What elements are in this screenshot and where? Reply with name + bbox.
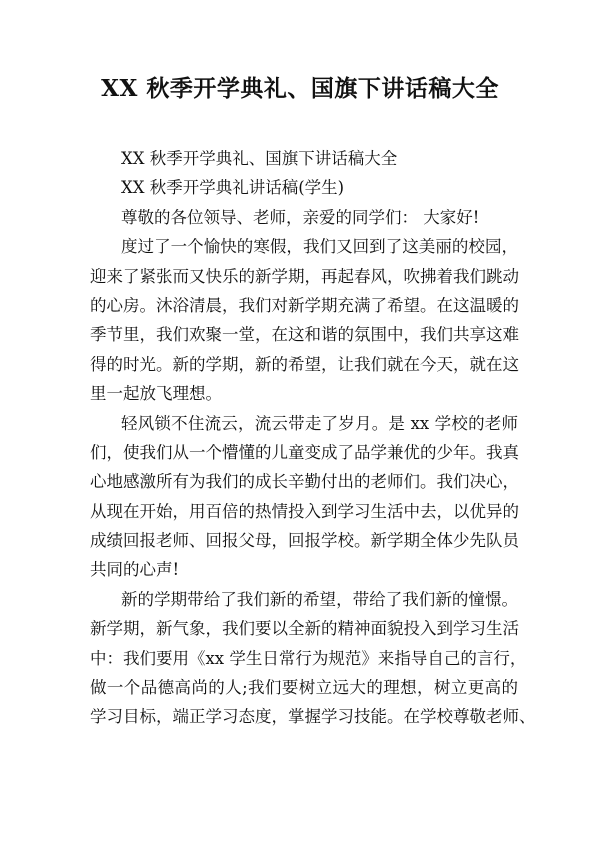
text-line: 新的学期带给了我们新的希望，带给了我们新的憧憬。 [121, 589, 518, 609]
text-line: 们，使我们从一个懵懂的儿童变成了品学兼优的少年。我真 [90, 442, 519, 462]
text-line: 心地感激所有为我们的成长辛勤付出的老师们。我们决心， [90, 472, 519, 492]
text-line: 新学期，新气象，我们要以全新的精神面貌投入到学习生活 [90, 619, 519, 639]
text-line: 迎来了紧张而又快乐的新学期，再起春风，吹拂着我们跳动 [90, 266, 519, 286]
text-line: 得的时光。新的学期，新的希望，让我们就在今天，就在这 [90, 354, 519, 374]
text-line: 做一个品德高尚的人;我们要树立远大的理想，树立更高的 [90, 678, 518, 698]
text-line: 中：我们要用《xx 学生日常行为规范》来指导自己的言行， [90, 648, 527, 668]
text-line: 的心房。沐浴清晨，我们对新学期充满了希望。在这温暖的 [90, 295, 519, 315]
text-line: XX 秋季开学典礼、国旗下讲话稿大全 [121, 149, 398, 168]
text-line: 里一起放飞理想。 [90, 384, 222, 404]
text-line: 学习目标，端正学习态度，掌握学习技能。在学校尊敬老师、 [90, 707, 536, 727]
text-line: 共同的心声! [90, 560, 180, 580]
text-line: 季节里，我们欢聚一堂，在这和谐的氛围中，我们共享这难 [90, 325, 519, 345]
document-title: XX 秋季开学典礼、国旗下讲话稿大全 [101, 75, 499, 102]
text-line: XX 秋季开学典礼讲话稿(学生) [121, 178, 345, 198]
document-body [90, 144, 536, 732]
text-line: 成绩回报老师、回报父母，回报学校。新学期全体少先队员 [90, 531, 519, 551]
text-line: 尊敬的各位领导、老师，亲爱的同学们： 大家好! [121, 207, 480, 227]
text-line: 从现在开始，用百倍的热情投入到学习生活中去，以优异的 [90, 501, 519, 521]
text-line: 度过了一个愉快的寒假，我们又回到了这美丽的校园， [121, 237, 518, 257]
text-line: 轻风锁不住流云，流云带走了岁月。是 xx 学校的老师 [121, 413, 518, 433]
